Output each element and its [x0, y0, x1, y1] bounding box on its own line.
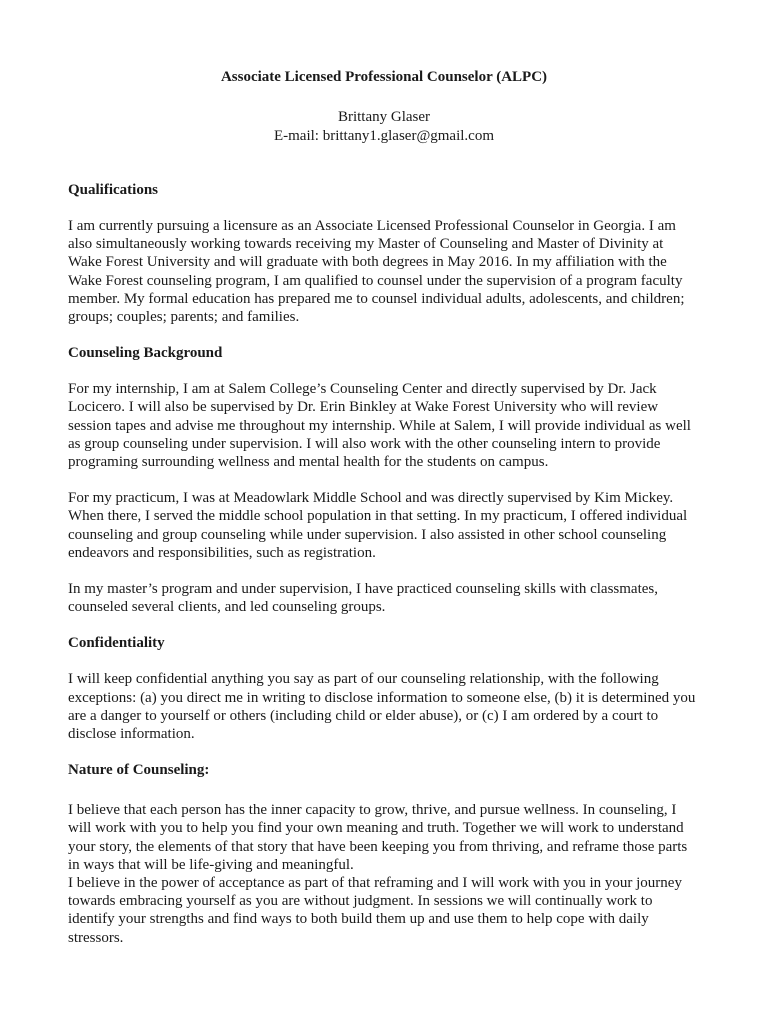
- qualifications-paragraph: I am currently pursuing a licensure as an Associate Licensed Professional Counselor in Georgia. I am also simultaneously working towards receiving my Master of Counseling and Master of Divinity at Wake Forest University and will graduate with both degrees in May 2016. In my affiliation with the Wake Forest counseling program, I am qualified to counsel under the supervision of a program faculty member. My formal education has prepared me to counsel individual adults, adolescents, and children; groups; couples; parents; and families.: [68, 218, 685, 326]
- confidentiality-heading: Confidentiality: [68, 635, 165, 652]
- counseling-background-heading: Counseling Background: [68, 345, 223, 362]
- confidentiality-paragraph: I will keep confidential anything you say as part of our counseling relationship, with the following exceptions: (a) you direct me in writing to disclose information to someone else, (b) it is determined you are a danger to yourself or others (including child or elder abuse), or (c) I am ordered by a court to disclose information.: [68, 671, 696, 743]
- nature-paragraph-acceptance: I believe in the power of acceptance as part of that reframing and I will work with you in your journey towards embracing yourself as you are without judgment. In sessions we will continually work to identify your strengths and find ways to both build them up and use them to help cope with daily stressors.: [68, 875, 682, 946]
- masters-program-paragraph: In my master’s program and under supervision, I have practiced counseling skills with classmates, counseled several clients, and led counseling groups.: [68, 581, 658, 616]
- nature-paragraph-growth: I believe that each person has the inner capacity to grow, thrive, and pursue wellness. In counseling, I will work with you to help you find your own meaning and truth. Together we will work to understand your story, the elements of that story that have been keeping you from thriving, and reframe those parts in ways that will be life-giving and meaningful.: [68, 802, 688, 873]
- author-name: Brittany Glaser: [337, 109, 431, 125]
- internship-paragraph: For my internship, I am at Salem College’s Counseling Center and directly supervised by Dr. Jack Locicero. I will also be supervised by Dr. Erin Binkley at Wake Forest University who will review session tapes and advise me throughout my internship. While at Salem, I will provide individual as well as group counseling under supervision. I will also work with the other counseling intern to provide programing surrounding wellness and mental health for the students on campus.: [68, 381, 691, 471]
- qualifications-heading: Qualifications: [68, 182, 159, 198]
- practicum-paragraph: For my practicum, I was at Meadowlark Middle School and was directly supervised by Kim Mickey. When there, I served the middle school population in that setting. In my practicum, I offered individual counseling and group counseling while under supervision. I also assisted in other school counseling endeavors and responsibilities, such as registration.: [68, 490, 688, 561]
- author-email: E-mail: brittany1.glaser@gmail.com: [273, 128, 494, 144]
- nature-of-counseling-heading: Nature of Counseling:: [68, 762, 210, 779]
- document-title: Associate Licensed Professional Counselor (ALPC): [220, 69, 548, 85]
- document-page: [68, 68, 700, 947]
